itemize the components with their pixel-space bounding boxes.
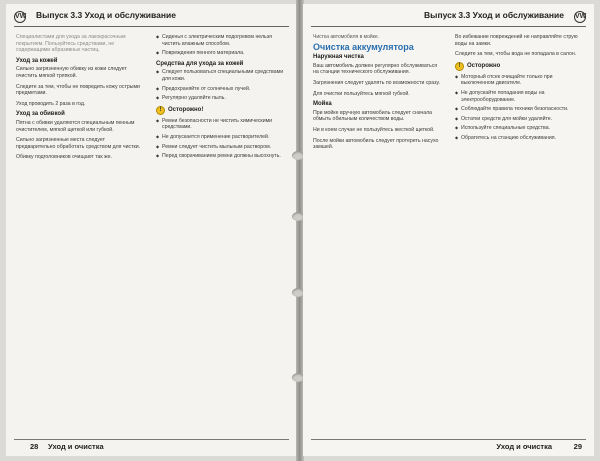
bullet-item: ◆ Ремни безопасности не чистить химическими средствами. xyxy=(156,118,286,131)
left-column-1 xyxy=(16,34,144,165)
header-rule xyxy=(14,26,289,27)
header-rule xyxy=(311,26,586,27)
paragraph: После мойки автомобиль следует протереть насухо замшей. xyxy=(313,137,439,151)
bullet-item: ◆ Соблюдайте правила техники безопасности. xyxy=(455,106,583,113)
right-page xyxy=(303,4,594,456)
paragraph: Сильно загрязненную обивку из кожи следует очистить мягкой тряпкой. xyxy=(16,66,127,79)
paragraph: Уход проводить 2 раза в год. xyxy=(16,100,86,107)
section-heading: Мойка xyxy=(313,101,332,108)
bullet-item: ◆ Регулярно удаляйте пыль. xyxy=(156,95,286,102)
section-heading: Уход за кожей xyxy=(16,57,58,64)
intro-line: Чистка автомобиля в мойке. xyxy=(313,34,380,40)
paragraph: Пятна с обивки удаляются специальным пенным очистителем, мягкой щеткой или губкой. xyxy=(16,119,135,133)
vw-logo-icon: VW xyxy=(574,11,586,23)
paragraph: Сильно загрязненные места следует предварительно обработать средством для чистки. xyxy=(16,137,141,150)
paragraph: Следите за тем, чтобы вода не попадала в салон. xyxy=(455,51,577,58)
paragraph: Специалистами для ухода за лакокрасочным покрытием. Пользуйтесь средствами, не содержащими абразивных частиц. xyxy=(16,34,126,54)
section-heading: Средства для ухода за кожей xyxy=(156,60,244,67)
footer-rule xyxy=(311,439,586,440)
left-page-footer xyxy=(6,439,297,453)
section-title: Очистка аккумулятора xyxy=(313,41,414,52)
chapter-title: Выпуск 3.3 Уход и обслуживание xyxy=(424,10,564,20)
bullet-item: ◆ Обратитесь на станцию обслуживания. xyxy=(455,135,583,142)
bullet-item: ◆ Ремни следует чистить мыльным раствором. xyxy=(156,144,286,151)
right-column-1 xyxy=(313,34,443,155)
paragraph: Ваш автомобиль должен регулярно обслуживаться на станции технического обслуживания. xyxy=(313,62,438,76)
left-column-2 xyxy=(156,34,286,163)
right-column-2 xyxy=(455,34,583,145)
paragraph: Загрязнения следует удалять по возможности сразу. xyxy=(313,79,440,86)
footer-title: Уход и очистка xyxy=(48,442,104,451)
chapter-title: Выпуск 3.3 Уход и обслуживание xyxy=(36,10,176,20)
left-page-header xyxy=(6,4,297,28)
paragraph: Для очистки пользуйтесь мягкой губкой. xyxy=(313,90,410,97)
section-heading: Наружная чистка xyxy=(313,54,364,61)
footer-title: Уход и очистка xyxy=(496,442,552,451)
paragraph: Следите за тем, чтобы не повредить кожу острыми предметами. xyxy=(16,83,140,97)
bullet-item: ◆ Используйте специальные средства. xyxy=(455,125,583,132)
warning-icon: ! xyxy=(156,106,165,115)
bullet-item: ◆ Перед сворачиванием ремни должны высохнуть. xyxy=(156,153,286,160)
vw-logo-icon: VW xyxy=(14,11,26,23)
paragraph: Ни в коем случае не пользуйтесь жесткой щеткой. xyxy=(313,126,435,133)
warning-icon: ! xyxy=(455,62,464,71)
warning-label: Осторожно xyxy=(467,62,501,69)
bullet-item: ◆ Сиденья с электрическим подогревом нельзя чистить влажным способом. xyxy=(156,34,286,47)
right-page-footer xyxy=(303,439,594,453)
warning-label: Осторожно! xyxy=(168,106,204,113)
left-page xyxy=(6,4,297,456)
paragraph: При мойке вручную автомобиль следует сначала обмыть обильным количеством воды. xyxy=(313,109,433,123)
bullet-item: ◆ Остатки средств для мойки удаляйте. xyxy=(455,116,583,123)
footer-rule xyxy=(14,439,289,440)
section-heading: Уход за обивкой xyxy=(16,111,65,118)
page-number: 28 xyxy=(30,442,39,451)
bullet-item: ◆ Не допускается применение растворителей. xyxy=(156,134,286,141)
warning-box xyxy=(455,62,583,71)
warning-box xyxy=(156,106,286,115)
bullet-item: ◆ Предохраняйте от солнечных лучей. xyxy=(156,86,286,93)
right-page-header xyxy=(303,4,594,28)
page-number: 29 xyxy=(573,442,582,451)
bullet-item: ◆ Повреждения пенного материала. xyxy=(156,50,286,57)
bullet-item: ◆ Не допускайте попадания воды на электрооборудование. xyxy=(455,90,583,103)
bullet-item: ◆ Следует пользоваться специальными средствами для кожи. xyxy=(156,69,286,82)
paragraph: Во избежание повреждений не направляйте струю воды на замки. xyxy=(455,34,578,47)
bullet-item: ◆ Моторный отсек очищайте только при выключенном двигателе. xyxy=(455,74,583,87)
paragraph: Обивку подголовников очищают так же. xyxy=(16,154,112,161)
